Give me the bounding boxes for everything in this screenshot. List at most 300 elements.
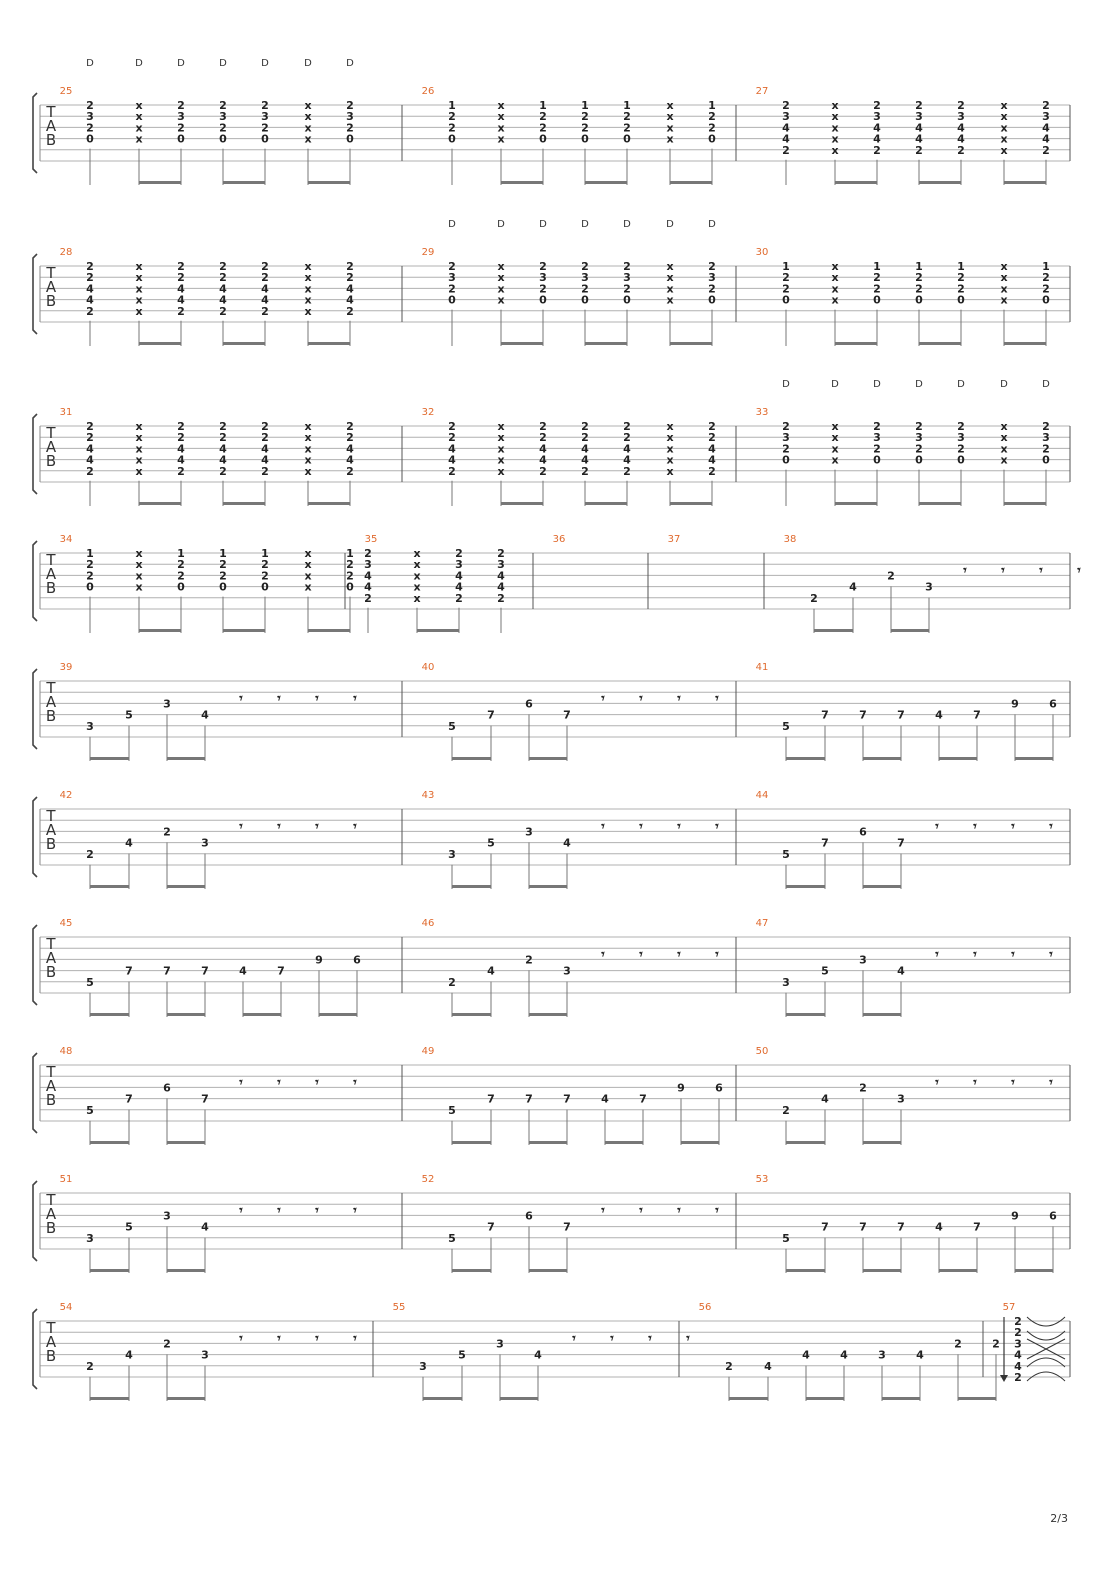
- muted-string: x: [304, 558, 312, 572]
- measure-number: 55: [392, 1302, 406, 1313]
- note-beam: [167, 1013, 205, 1016]
- muted-string: x: [497, 110, 505, 124]
- fret-number: 2: [539, 121, 547, 135]
- fret-number: 4: [448, 453, 456, 467]
- measure-number: 46: [421, 918, 435, 929]
- fret-number: 4: [897, 964, 905, 978]
- eighth-rest: 𝄾: [973, 947, 977, 963]
- fret-number: 4: [581, 442, 589, 456]
- fret-number: 2: [539, 282, 547, 296]
- eighth-rest: 𝄾: [677, 1203, 681, 1219]
- fret-number: 0: [219, 132, 227, 146]
- muted-string: x: [304, 260, 312, 273]
- note-beam: [863, 757, 901, 760]
- muted-string: x: [135, 420, 143, 433]
- page-number: 2/3: [1050, 1512, 1068, 1525]
- fret-number: 6: [1049, 1209, 1057, 1223]
- tab-clef-letter: A: [45, 438, 57, 456]
- fret-number: 1: [708, 99, 716, 112]
- fret-number: 3: [525, 825, 533, 839]
- fret-number: 4: [708, 453, 716, 467]
- measure-number: 49: [421, 1046, 435, 1057]
- fret-number: 2: [623, 282, 631, 296]
- fret-number: 4: [534, 1348, 542, 1362]
- muted-string: x: [413, 558, 421, 572]
- measure-number: 28: [59, 247, 73, 258]
- fret-number: 0: [539, 132, 547, 146]
- measure-number: 36: [552, 534, 566, 545]
- fret-number: 2: [623, 464, 631, 478]
- note-beam: [835, 342, 877, 345]
- fret-number: 1: [177, 547, 185, 560]
- tab-clef-letter: T: [46, 1191, 56, 1209]
- note-beam: [500, 1397, 538, 1400]
- strum-arrow-head: [1000, 1375, 1008, 1382]
- eighth-rest: 𝄾: [1049, 947, 1053, 963]
- fret-number: 4: [177, 453, 185, 467]
- fret-number: 0: [448, 132, 456, 146]
- muted-string: x: [135, 569, 143, 583]
- fret-number: 3: [873, 110, 881, 124]
- fret-number: 4: [201, 708, 209, 722]
- eighth-rest: 𝄾: [935, 819, 939, 835]
- measure-number: 42: [59, 790, 73, 801]
- fret-number: 5: [487, 836, 495, 850]
- note-beam: [919, 342, 961, 345]
- fret-number: 2: [261, 431, 269, 445]
- note-beam: [670, 342, 712, 345]
- fret-number: 2: [346, 464, 354, 478]
- eighth-rest: 𝄾: [677, 819, 681, 835]
- muted-string: x: [831, 260, 839, 273]
- fret-number: 2: [1042, 143, 1050, 157]
- note-beam: [223, 342, 265, 345]
- measure-number: 56: [698, 1302, 712, 1313]
- fret-number: 7: [201, 1092, 209, 1106]
- fret-number: 2: [525, 953, 533, 967]
- fret-number: 2: [623, 431, 631, 445]
- fret-number: 2: [86, 260, 94, 273]
- muted-string: x: [831, 442, 839, 456]
- system-bracket: [33, 1181, 37, 1261]
- fret-number: 4: [708, 442, 716, 456]
- muted-string: x: [135, 99, 143, 112]
- muted-string: x: [135, 121, 143, 135]
- downstroke-mark: D: [915, 379, 923, 390]
- eighth-rest: 𝄾: [686, 1331, 690, 1347]
- measure-number: 52: [421, 1174, 435, 1185]
- fret-number: 4: [125, 836, 133, 850]
- muted-string: x: [831, 420, 839, 433]
- note-beam: [670, 181, 712, 184]
- tab-clef-letter: T: [46, 1063, 56, 1081]
- eighth-rest: 𝄾: [963, 563, 967, 579]
- downstroke-mark: D: [497, 219, 505, 230]
- fret-number: 5: [458, 1348, 466, 1362]
- fret-number: 3: [86, 719, 94, 733]
- muted-string: x: [304, 110, 312, 124]
- fret-number: 4: [873, 132, 881, 146]
- eighth-rest: 𝄾: [639, 1203, 643, 1219]
- fret-number: 0: [261, 132, 269, 146]
- fret-number: 2: [1042, 99, 1050, 112]
- muted-string: x: [831, 99, 839, 112]
- tab-clef-letter: B: [45, 579, 57, 597]
- tab-clef-letter: T: [46, 551, 56, 569]
- eighth-rest: 𝄾: [315, 819, 319, 835]
- fret-number: 3: [708, 271, 716, 285]
- fret-number: 4: [86, 453, 94, 467]
- note-beam: [90, 1397, 129, 1400]
- note-beam: [585, 181, 627, 184]
- muted-string: x: [304, 293, 312, 307]
- eighth-rest: 𝄾: [315, 691, 319, 707]
- tab-clef-letter: A: [45, 1077, 57, 1095]
- eighth-rest: 𝄾: [601, 819, 605, 835]
- fret-number: 2: [177, 304, 185, 318]
- eighth-rest: 𝄾: [1039, 563, 1043, 579]
- fret-number: 2: [86, 271, 94, 285]
- note-beam: [529, 1269, 567, 1272]
- fret-number: 2: [782, 99, 790, 112]
- note-beam: [919, 502, 961, 505]
- eighth-rest: 𝄾: [1011, 819, 1015, 835]
- muted-string: x: [497, 431, 505, 445]
- fret-number: 4: [177, 442, 185, 456]
- note-beam: [167, 1141, 205, 1144]
- tab-clef-letter: A: [45, 117, 57, 135]
- fret-number: 3: [581, 271, 589, 285]
- eighth-rest: 𝄾: [973, 1075, 977, 1091]
- muted-string: x: [1000, 442, 1008, 456]
- fret-number: 0: [873, 293, 881, 307]
- muted-string: x: [497, 121, 505, 135]
- fret-number: 2: [346, 304, 354, 318]
- fret-number: 3: [86, 110, 94, 124]
- fret-number: 6: [715, 1081, 723, 1095]
- fret-number: 2: [177, 569, 185, 583]
- note-beam: [167, 1269, 205, 1272]
- fret-number: 3: [878, 1348, 886, 1362]
- fret-number: 9: [1011, 697, 1019, 711]
- fret-number: 4: [261, 442, 269, 456]
- fret-number: 2: [957, 143, 965, 157]
- muted-string: x: [497, 464, 505, 478]
- fret-number: 1: [86, 547, 94, 560]
- measure-number: 41: [755, 662, 769, 673]
- fret-number: 2: [163, 1337, 171, 1351]
- tab-clef-letter: T: [46, 935, 56, 953]
- fret-number: 2: [177, 99, 185, 112]
- fret-number: 5: [782, 847, 790, 861]
- fret-number: 5: [86, 1103, 94, 1117]
- fret-number: 3: [563, 964, 571, 978]
- fret-number: 7: [487, 708, 495, 722]
- fret-number: 2: [497, 547, 505, 560]
- fret-number: 2: [782, 420, 790, 433]
- fret-number: 4: [916, 1348, 924, 1362]
- tab-clef-letter: T: [46, 1319, 56, 1337]
- fret-number: 5: [821, 964, 829, 978]
- fret-number: 3: [346, 110, 354, 124]
- fret-number: 1: [1042, 260, 1050, 273]
- downstroke-mark: D: [86, 58, 94, 69]
- note-beam: [529, 757, 567, 760]
- fret-number: 3: [448, 847, 456, 861]
- fret-number: 2: [539, 260, 547, 273]
- fret-number: 2: [873, 420, 881, 433]
- fret-number: 2: [261, 304, 269, 318]
- muted-string: x: [304, 464, 312, 478]
- tab-clef-letter: B: [45, 292, 57, 310]
- note-beam: [90, 885, 129, 888]
- fret-number: 2: [177, 464, 185, 478]
- fret-number: 0: [915, 293, 923, 307]
- fret-number: 3: [261, 110, 269, 124]
- fret-number: 5: [782, 1231, 790, 1245]
- fret-number: 7: [859, 1220, 867, 1234]
- tab-clef-letter: A: [45, 949, 57, 967]
- fret-number: 4: [1042, 132, 1050, 146]
- fret-number: 4: [1042, 121, 1050, 135]
- note-beam: [223, 629, 265, 632]
- fret-number: 4: [782, 121, 790, 135]
- muted-string: x: [666, 453, 674, 467]
- eighth-rest: 𝄾: [315, 1075, 319, 1091]
- tab-clef-letter: B: [45, 835, 57, 853]
- fret-number: 0: [957, 453, 965, 467]
- fret-number: 6: [525, 1209, 533, 1223]
- fret-number: 2: [782, 442, 790, 456]
- measure-number: 29: [421, 247, 435, 258]
- fret-number: 4: [1014, 1348, 1022, 1362]
- fret-number: 4: [1014, 1359, 1022, 1373]
- fret-number: 7: [821, 708, 829, 722]
- fret-number: 0: [86, 132, 94, 146]
- note-beam: [605, 1141, 643, 1144]
- muted-string: x: [304, 453, 312, 467]
- fret-number: 5: [448, 1231, 456, 1245]
- measure-number: 33: [755, 407, 769, 418]
- fret-number: 4: [957, 132, 965, 146]
- fret-number: 7: [973, 1220, 981, 1234]
- fret-number: 2: [623, 420, 631, 433]
- eighth-rest: 𝄾: [315, 1203, 319, 1219]
- tab-clef-letter: B: [45, 963, 57, 981]
- fret-number: 0: [261, 580, 269, 594]
- note-beam: [90, 1141, 129, 1144]
- eighth-rest: 𝄾: [239, 819, 243, 835]
- note-beam: [452, 1269, 491, 1272]
- fret-number: 2: [261, 260, 269, 273]
- muted-string: x: [304, 420, 312, 433]
- fret-number: 2: [86, 558, 94, 572]
- muted-string: x: [497, 442, 505, 456]
- eighth-rest: 𝄾: [239, 1075, 243, 1091]
- note-beam: [806, 1397, 844, 1400]
- fret-number: 2: [581, 431, 589, 445]
- fret-number: 3: [219, 110, 227, 124]
- fret-number: 2: [915, 143, 923, 157]
- fret-number: 0: [915, 453, 923, 467]
- fret-number: 4: [873, 121, 881, 135]
- fret-number: 2: [539, 110, 547, 124]
- fret-number: 7: [563, 708, 571, 722]
- note-beam: [939, 757, 977, 760]
- downstroke-mark: D: [957, 379, 965, 390]
- fret-number: 3: [539, 271, 547, 285]
- measure-number: 32: [421, 407, 435, 418]
- note-beam: [939, 1269, 977, 1272]
- note-beam: [90, 757, 129, 760]
- downstroke-mark: D: [1000, 379, 1008, 390]
- note-beam: [786, 1013, 825, 1016]
- fret-number: 0: [873, 453, 881, 467]
- measure-number: 44: [755, 790, 769, 801]
- eighth-rest: 𝄾: [648, 1331, 652, 1347]
- fret-number: 2: [954, 1337, 962, 1351]
- note-beam: [529, 1141, 567, 1144]
- muted-string: x: [135, 132, 143, 146]
- muted-string: x: [304, 132, 312, 146]
- fret-number: 4: [346, 293, 354, 307]
- fret-number: 2: [346, 558, 354, 572]
- fret-number: 3: [915, 431, 923, 445]
- fret-number: 3: [873, 431, 881, 445]
- muted-string: x: [135, 282, 143, 296]
- tab-clef-letter: T: [46, 679, 56, 697]
- fret-number: 3: [782, 431, 790, 445]
- muted-string: x: [831, 132, 839, 146]
- fret-number: 2: [859, 1081, 867, 1095]
- fret-number: 4: [539, 453, 547, 467]
- measure-number: 43: [421, 790, 435, 801]
- fret-number: 0: [1042, 293, 1050, 307]
- fret-number: 0: [177, 132, 185, 146]
- muted-string: x: [304, 271, 312, 285]
- fret-number: 2: [581, 110, 589, 124]
- fret-number: 2: [177, 431, 185, 445]
- eighth-rest: 𝄾: [677, 691, 681, 707]
- fret-number: 3: [623, 271, 631, 285]
- muted-string: x: [1000, 431, 1008, 445]
- fret-number: 1: [261, 547, 269, 560]
- fret-number: 7: [163, 964, 171, 978]
- note-beam: [958, 1397, 996, 1400]
- eighth-rest: 𝄾: [353, 1075, 357, 1091]
- muted-string: x: [666, 442, 674, 456]
- fret-number: 2: [86, 1359, 94, 1373]
- note-beam: [139, 502, 181, 505]
- muted-string: x: [666, 431, 674, 445]
- fret-number: 4: [623, 453, 631, 467]
- fret-number: 4: [821, 1092, 829, 1106]
- muted-string: x: [666, 420, 674, 433]
- fret-number: 7: [563, 1092, 571, 1106]
- note-beam: [167, 1397, 205, 1400]
- note-beam: [319, 1013, 357, 1016]
- fret-number: 2: [219, 569, 227, 583]
- muted-string: x: [304, 304, 312, 318]
- fret-number: 5: [86, 975, 94, 989]
- fret-number: 2: [448, 431, 456, 445]
- muted-string: x: [666, 110, 674, 124]
- note-beam: [308, 342, 350, 345]
- note-beam: [786, 757, 825, 760]
- fret-number: 0: [1042, 453, 1050, 467]
- fret-number: 2: [782, 1103, 790, 1117]
- fret-number: 2: [1042, 442, 1050, 456]
- muted-string: x: [304, 99, 312, 112]
- fret-number: 4: [581, 453, 589, 467]
- muted-string: x: [831, 431, 839, 445]
- fret-number: 2: [497, 591, 505, 605]
- fret-number: 4: [86, 442, 94, 456]
- fret-number: 7: [639, 1092, 647, 1106]
- note-beam: [786, 1141, 825, 1144]
- muted-string: x: [304, 547, 312, 560]
- eighth-rest: 𝄾: [277, 1075, 281, 1091]
- fret-number: 7: [897, 1220, 905, 1234]
- muted-string: x: [1000, 143, 1008, 157]
- note-beam: [139, 629, 181, 632]
- muted-string: x: [413, 591, 421, 605]
- fret-number: 2: [177, 260, 185, 273]
- muted-string: x: [135, 431, 143, 445]
- muted-string: x: [666, 121, 674, 135]
- note-beam: [786, 1269, 825, 1272]
- downstroke-mark: D: [177, 58, 185, 69]
- fret-number: 3: [419, 1359, 427, 1373]
- fret-number: 2: [86, 420, 94, 433]
- eighth-rest: 𝄾: [239, 1203, 243, 1219]
- fret-number: 2: [957, 420, 965, 433]
- eighth-rest: 𝄾: [715, 947, 719, 963]
- fret-number: 6: [859, 825, 867, 839]
- note-beam: [863, 1013, 901, 1016]
- tab-clef-letter: B: [45, 1091, 57, 1109]
- note-beam: [863, 1269, 901, 1272]
- fret-number: 4: [764, 1359, 772, 1373]
- eighth-rest: 𝄾: [277, 691, 281, 707]
- fret-number: 2: [86, 99, 94, 112]
- eighth-rest: 𝄾: [715, 819, 719, 835]
- fret-number: 2: [219, 99, 227, 112]
- note-beam: [529, 885, 567, 888]
- note-beam: [90, 1013, 129, 1016]
- fret-number: 4: [957, 121, 965, 135]
- downstroke-mark: D: [346, 58, 354, 69]
- fret-number: 3: [957, 431, 965, 445]
- fret-number: 2: [261, 99, 269, 112]
- fret-number: 4: [86, 293, 94, 307]
- eighth-rest: 𝄾: [639, 691, 643, 707]
- fret-number: 2: [448, 260, 456, 273]
- fret-number: 2: [1014, 1326, 1022, 1340]
- fret-number: 2: [957, 442, 965, 456]
- fret-number: 3: [201, 1348, 209, 1362]
- muted-string: x: [497, 453, 505, 467]
- fret-number: 1: [782, 260, 790, 273]
- fret-number: 2: [708, 420, 716, 433]
- fret-number: 2: [581, 260, 589, 273]
- fret-number: 2: [708, 431, 716, 445]
- fret-number: 2: [708, 110, 716, 124]
- eighth-rest: 𝄾: [715, 1203, 719, 1219]
- tab-clef-letter: A: [45, 1333, 57, 1351]
- fret-number: 2: [86, 121, 94, 135]
- fret-number: 2: [873, 99, 881, 112]
